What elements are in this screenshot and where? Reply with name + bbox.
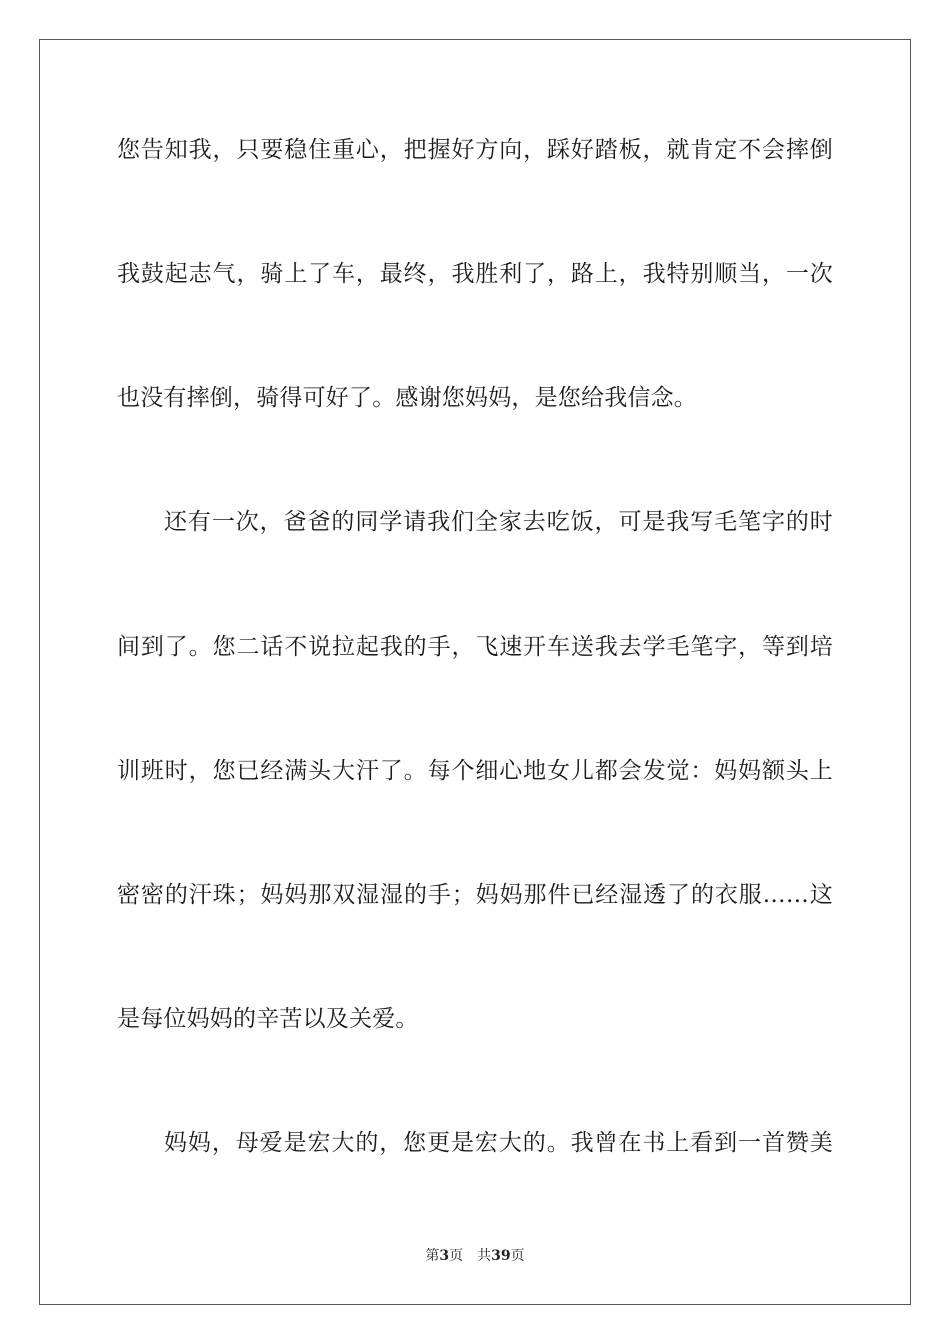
total-prefix: 共 (477, 1248, 492, 1264)
page-number: 3 (439, 1248, 450, 1264)
text-line: 密密的汗珠；妈妈那双湿湿的手；妈妈那件已经湿透了的衣服……这 (117, 882, 833, 908)
page-prefix: 第 (425, 1248, 440, 1264)
page-footer (0, 1247, 950, 1265)
total-suffix: 页 (510, 1248, 525, 1264)
text-line: 间到了。您二话不说拉起我的手，飞速开车送我去学毛笔字，等到培 (117, 634, 833, 660)
text-line: 我鼓起志气，骑上了车，最终，我胜利了，路上，我特别顺当，一次 (117, 261, 833, 287)
text-line: 也没有摔倒，骑得可好了。感谢您妈妈，是您给我信念。 (117, 385, 697, 411)
text-line: 是每位妈妈的辛苦以及关爱。 (117, 1006, 419, 1032)
text-line: 您告知我，只要稳住重心，把握好方向，踩好踏板，就肯定不会摔倒 (117, 137, 833, 163)
text-line: 训班时，您已经满头大汗了。每个细心地女儿都会发觉：妈妈额头上 (117, 758, 833, 784)
total-pages: 39 (491, 1248, 511, 1264)
page-border (39, 39, 911, 1305)
text-line: 妈妈，母爱是宏大的，您更是宏大的。我曾在书上看到一首赞美 (164, 1130, 833, 1156)
text-line: 还有一次，爸爸的同学请我们全家去吃饭，可是我写毛笔字的时 (164, 509, 833, 535)
page-suffix: 页 (449, 1248, 464, 1264)
